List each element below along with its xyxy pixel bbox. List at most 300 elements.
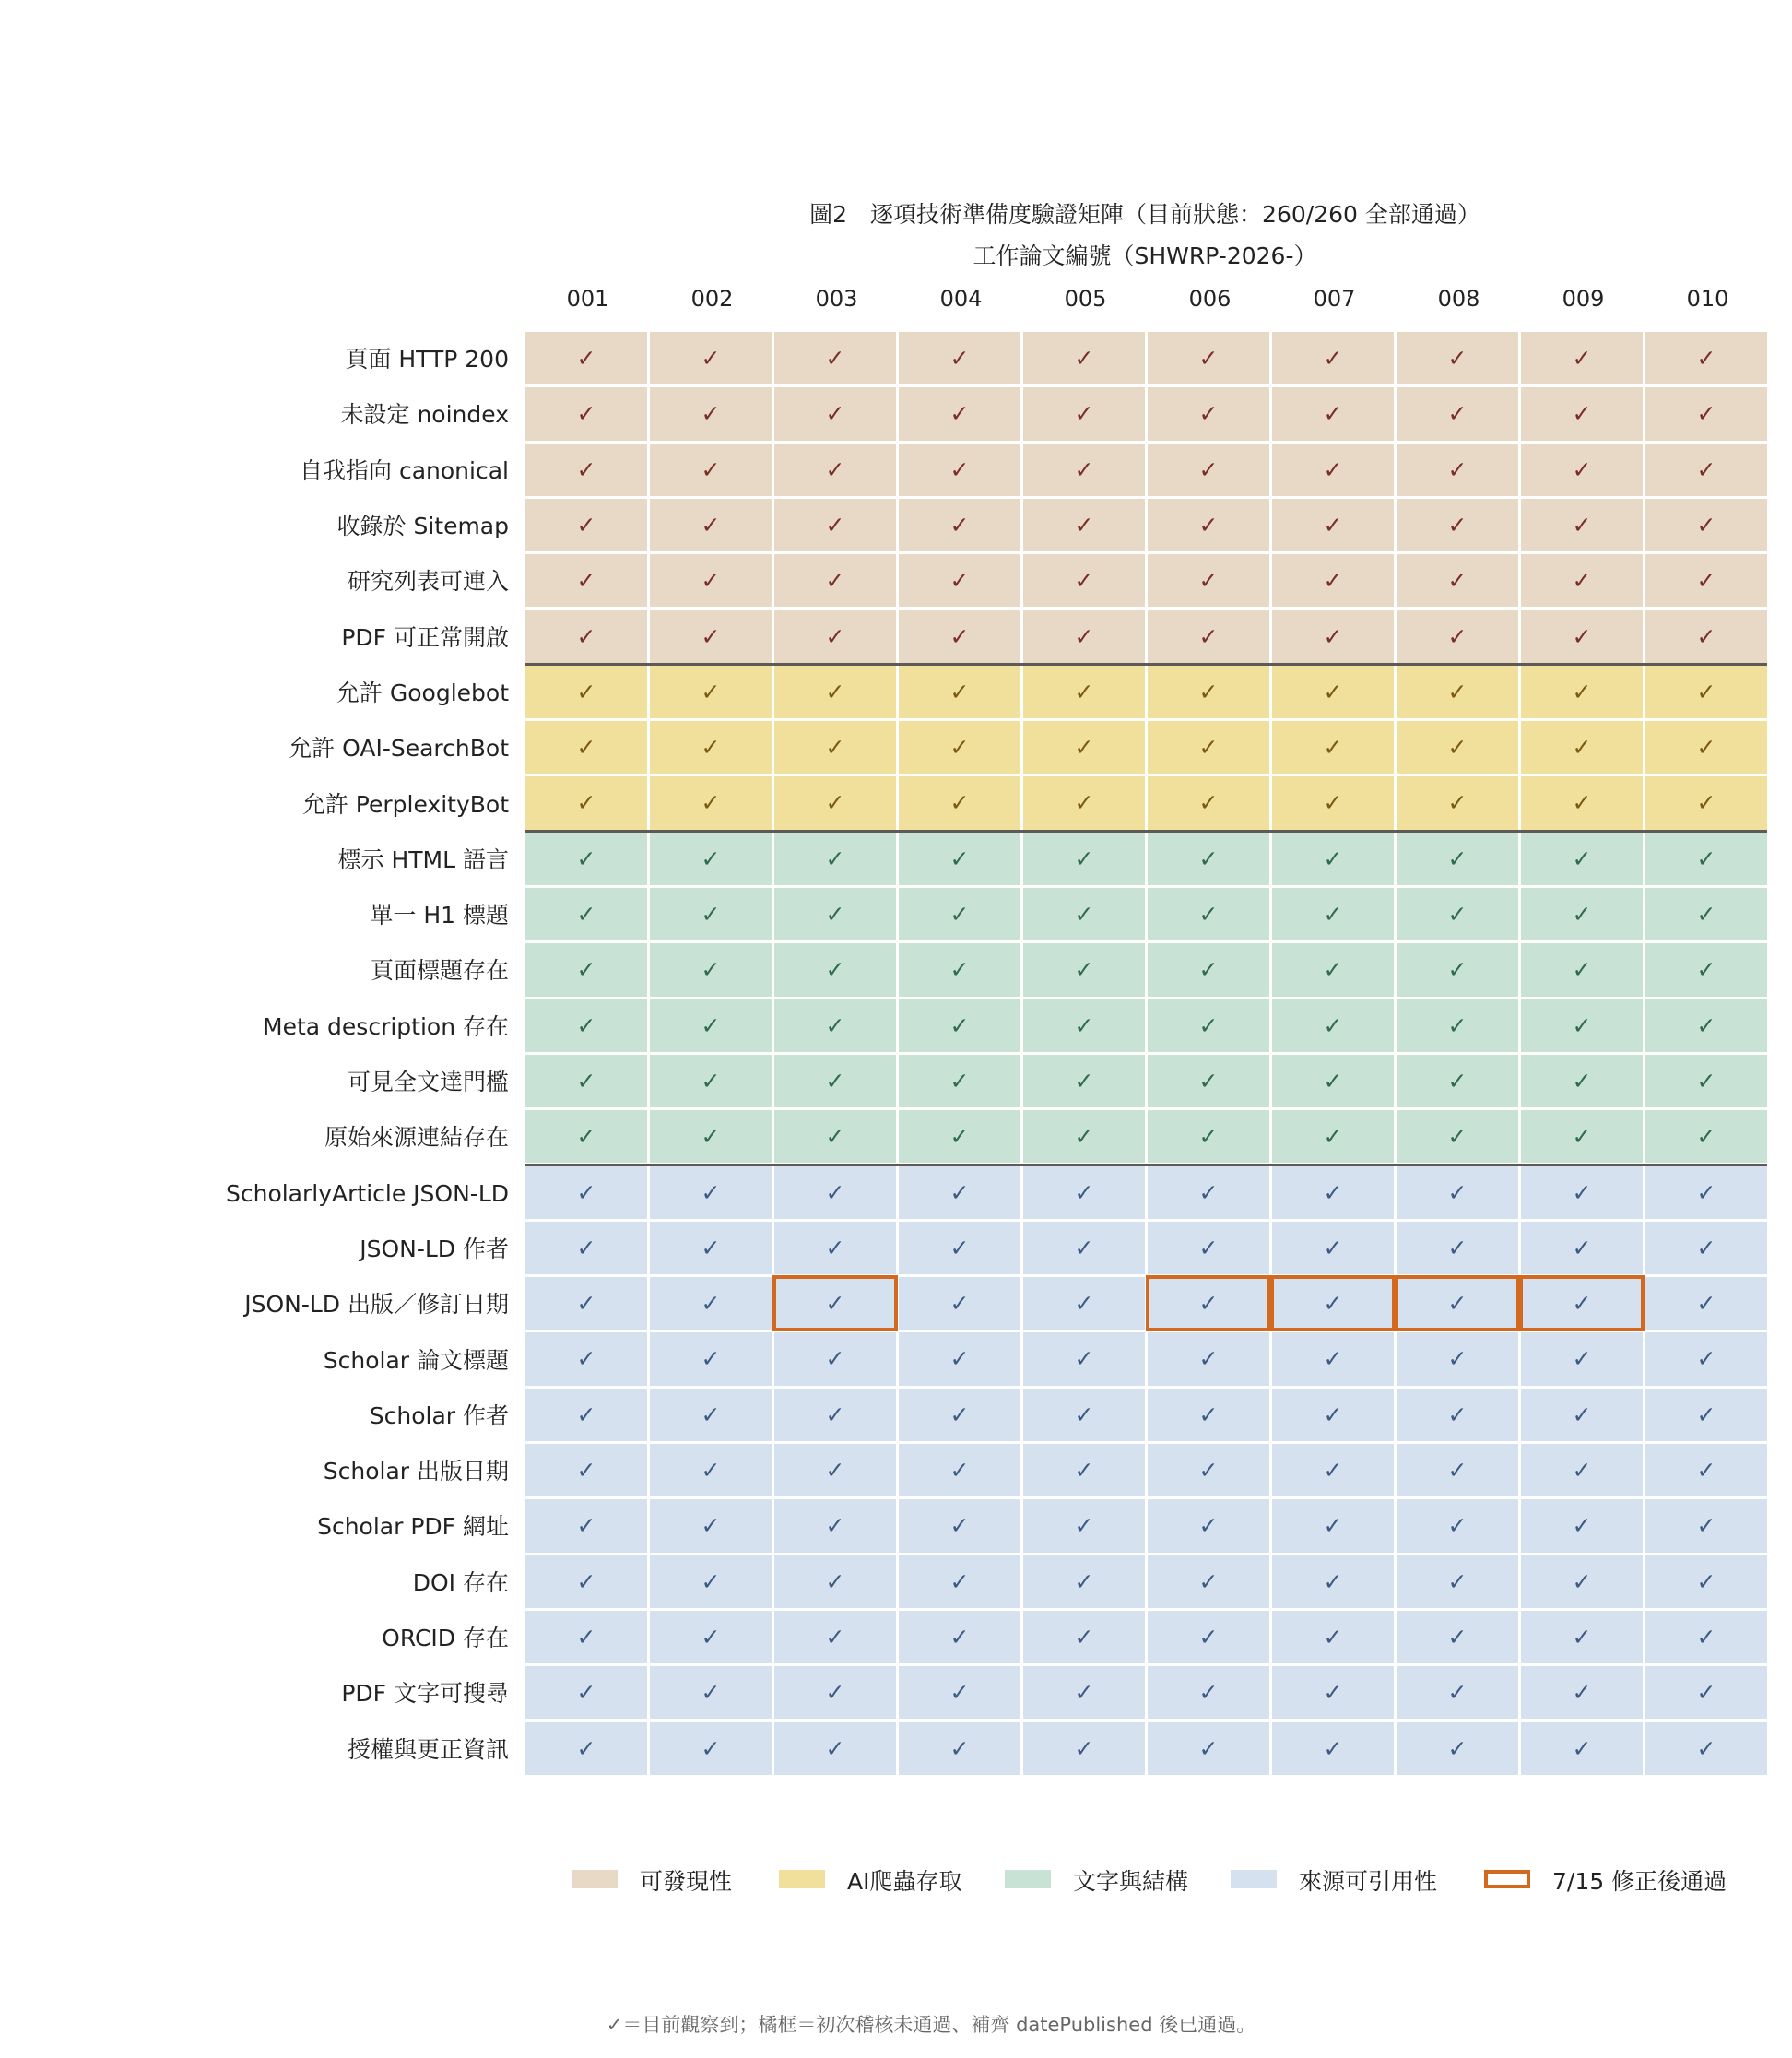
check-mark: ✓	[576, 1178, 596, 1206]
column-header: 004	[939, 286, 983, 312]
check-mark: ✓	[1447, 1567, 1468, 1595]
check-mark: ✓	[1323, 622, 1343, 650]
check-mark: ✓	[1447, 1123, 1468, 1151]
check-mark: ✓	[1198, 1234, 1219, 1261]
check-mark: ✓	[949, 1011, 970, 1039]
check-mark: ✓	[949, 1290, 970, 1318]
check-mark: ✓	[825, 1623, 845, 1650]
check-mark: ✓	[1572, 789, 1592, 817]
check-mark: ✓	[825, 511, 845, 538]
check-mark: ✓	[1447, 622, 1468, 650]
check-mark: ✓	[701, 1623, 721, 1650]
row-label: 頁面 HTTP 200	[345, 346, 509, 373]
check-mark: ✓	[825, 1234, 845, 1261]
check-mark: ✓	[576, 1123, 596, 1151]
check-mark: ✓	[1572, 678, 1592, 705]
check-mark: ✓	[701, 511, 721, 538]
check-mark: ✓	[1198, 678, 1219, 705]
check-mark: ✓	[825, 1734, 845, 1762]
check-mark: ✓	[1447, 1734, 1468, 1762]
highlight-box	[1519, 1275, 1645, 1331]
check-mark: ✓	[1696, 901, 1716, 928]
row-label: JSON-LD 作者	[360, 1235, 509, 1262]
check-mark: ✓	[1447, 1234, 1468, 1261]
check-mark: ✓	[1572, 1401, 1592, 1428]
legend-swatch	[572, 1870, 618, 1888]
check-mark: ✓	[701, 1290, 721, 1318]
check-mark: ✓	[1447, 1679, 1468, 1707]
column-header: 001	[566, 286, 609, 312]
row-label: 允許 Googlebot	[336, 679, 509, 706]
check-mark: ✓	[1447, 1067, 1468, 1094]
check-mark: ✓	[576, 622, 596, 650]
check-mark: ✓	[1696, 345, 1716, 372]
legend-label: 7/15 修正後通過	[1552, 1868, 1727, 1895]
check-mark: ✓	[1198, 1178, 1219, 1206]
row-label: 未設定 noindex	[340, 401, 509, 429]
check-mark: ✓	[1447, 678, 1468, 705]
check-mark: ✓	[701, 678, 721, 705]
check-mark: ✓	[1323, 511, 1343, 538]
check-mark: ✓	[1696, 734, 1716, 762]
check-mark: ✓	[949, 1234, 970, 1261]
check-mark: ✓	[1198, 901, 1219, 928]
check-mark: ✓	[1323, 734, 1343, 762]
check-mark: ✓	[1198, 1623, 1219, 1650]
row-label: PDF 文字可搜尋	[341, 1680, 509, 1708]
check-mark: ✓	[1696, 1679, 1716, 1707]
row-label: 頁面標題存在	[370, 957, 509, 985]
row-label: ORCID 存在	[382, 1625, 509, 1652]
check-mark: ✓	[1198, 1123, 1219, 1151]
check-mark: ✓	[576, 1512, 596, 1540]
check-mark: ✓	[1323, 1623, 1343, 1650]
check-mark: ✓	[1074, 956, 1094, 984]
check-mark: ✓	[1696, 1623, 1716, 1650]
check-mark: ✓	[1323, 956, 1343, 984]
check-mark: ✓	[701, 1401, 721, 1428]
legend-label: 文字與結構	[1073, 1868, 1189, 1895]
check-mark: ✓	[576, 345, 596, 372]
check-mark: ✓	[1447, 845, 1468, 872]
check-mark: ✓	[1447, 1457, 1468, 1484]
check-mark: ✓	[1447, 734, 1468, 762]
row-label: Scholar 出版日期	[323, 1458, 509, 1485]
check-mark: ✓	[949, 1679, 970, 1707]
check-mark: ✓	[1074, 678, 1094, 705]
check-mark: ✓	[825, 734, 845, 762]
check-mark: ✓	[949, 845, 970, 872]
check-mark: ✓	[825, 845, 845, 872]
check-mark: ✓	[825, 789, 845, 817]
group-separator	[525, 663, 1767, 666]
check-mark: ✓	[1323, 789, 1343, 817]
check-mark: ✓	[1323, 1234, 1343, 1261]
check-mark: ✓	[1572, 1567, 1592, 1595]
check-mark: ✓	[1074, 1734, 1094, 1762]
check-mark: ✓	[1323, 400, 1343, 428]
row-label: DOI 存在	[412, 1568, 509, 1596]
check-mark: ✓	[701, 1734, 721, 1762]
check-mark: ✓	[576, 1011, 596, 1039]
highlight-box	[1395, 1275, 1520, 1331]
check-mark: ✓	[701, 1178, 721, 1206]
check-mark: ✓	[1572, 1345, 1592, 1373]
check-mark: ✓	[701, 400, 721, 428]
footnote: ✓＝目前觀察到；橘框＝初次稽核未通過、補齊 datePublished 後已通過。	[606, 2014, 1256, 2036]
check-mark: ✓	[576, 511, 596, 538]
row-label: Scholar 作者	[369, 1402, 509, 1429]
chart-title: 圖2 逐項技術準備度驗證矩陣（目前狀態：260/260 全部通過）	[809, 201, 1480, 228]
check-mark: ✓	[1323, 1011, 1343, 1039]
check-mark: ✓	[1572, 956, 1592, 984]
check-mark: ✓	[949, 345, 970, 372]
check-mark: ✓	[701, 1512, 721, 1540]
row-label: 收錄於 Sitemap	[336, 513, 509, 540]
check-mark: ✓	[1696, 789, 1716, 817]
check-mark: ✓	[1323, 1067, 1343, 1094]
check-mark: ✓	[949, 1123, 970, 1151]
check-mark: ✓	[1323, 345, 1343, 372]
highlight-box	[772, 1275, 898, 1331]
row-label: 可見全文達門檻	[347, 1069, 509, 1096]
check-mark: ✓	[1447, 789, 1468, 817]
check-mark: ✓	[1696, 567, 1716, 595]
check-mark: ✓	[576, 789, 596, 817]
check-mark: ✓	[576, 1290, 596, 1318]
check-mark: ✓	[949, 1623, 970, 1650]
check-mark: ✓	[1198, 455, 1219, 483]
column-header: 010	[1686, 286, 1729, 312]
check-mark: ✓	[576, 1234, 596, 1261]
check-mark: ✓	[1323, 1401, 1343, 1428]
check-mark: ✓	[1572, 1067, 1592, 1094]
check-mark: ✓	[825, 1123, 845, 1151]
row-label: PDF 可正常開啟	[341, 623, 509, 651]
check-mark: ✓	[1074, 1345, 1094, 1373]
check-mark: ✓	[576, 1734, 596, 1762]
check-mark: ✓	[1198, 400, 1219, 428]
check-mark: ✓	[576, 1067, 596, 1094]
check-mark: ✓	[1198, 511, 1219, 538]
check-mark: ✓	[949, 1457, 970, 1484]
check-mark: ✓	[701, 734, 721, 762]
group-separator	[525, 830, 1767, 833]
check-mark: ✓	[1323, 1512, 1343, 1540]
check-mark: ✓	[1696, 1011, 1716, 1039]
check-mark: ✓	[1696, 1512, 1716, 1540]
check-mark: ✓	[1198, 1401, 1219, 1428]
check-mark: ✓	[1696, 956, 1716, 984]
check-mark: ✓	[949, 1512, 970, 1540]
check-mark: ✓	[1074, 1679, 1094, 1707]
check-mark: ✓	[1323, 1457, 1343, 1484]
check-mark: ✓	[1447, 455, 1468, 483]
check-mark: ✓	[1572, 455, 1592, 483]
check-mark: ✓	[949, 1067, 970, 1094]
check-mark: ✓	[1696, 622, 1716, 650]
check-mark: ✓	[1447, 1623, 1468, 1650]
check-mark: ✓	[1696, 1067, 1716, 1094]
row-label: 允許 PerplexityBot	[301, 790, 509, 818]
check-mark: ✓	[701, 1067, 721, 1094]
row-label: Meta description 存在	[263, 1012, 509, 1040]
check-mark: ✓	[1198, 345, 1219, 372]
check-mark: ✓	[1572, 511, 1592, 538]
check-mark: ✓	[1323, 1345, 1343, 1373]
column-header: 007	[1313, 286, 1356, 312]
check-mark: ✓	[949, 567, 970, 595]
check-mark: ✓	[1696, 1290, 1716, 1318]
check-mark: ✓	[576, 734, 596, 762]
check-mark: ✓	[1572, 622, 1592, 650]
row-label: 自我指向 canonical	[300, 456, 509, 484]
check-mark: ✓	[1198, 845, 1219, 872]
check-mark: ✓	[1323, 1123, 1343, 1151]
check-mark: ✓	[576, 567, 596, 595]
check-mark: ✓	[1198, 1345, 1219, 1373]
check-mark: ✓	[949, 789, 970, 817]
check-mark: ✓	[1323, 901, 1343, 928]
column-header: 008	[1437, 286, 1480, 312]
check-mark: ✓	[1696, 1345, 1716, 1373]
check-mark: ✓	[1572, 567, 1592, 595]
check-mark: ✓	[1074, 567, 1094, 595]
check-mark: ✓	[949, 511, 970, 538]
check-mark: ✓	[1198, 956, 1219, 984]
row-label: Scholar PDF 網址	[317, 1513, 509, 1541]
check-mark: ✓	[1074, 1457, 1094, 1484]
check-mark: ✓	[1696, 455, 1716, 483]
check-mark: ✓	[825, 1345, 845, 1373]
check-mark: ✓	[949, 901, 970, 928]
check-mark: ✓	[1447, 1011, 1468, 1039]
check-mark: ✓	[949, 400, 970, 428]
check-mark: ✓	[825, 1178, 845, 1206]
check-mark: ✓	[576, 1401, 596, 1428]
check-mark: ✓	[1198, 789, 1219, 817]
check-mark: ✓	[1572, 1734, 1592, 1762]
check-mark: ✓	[1572, 1123, 1592, 1151]
check-mark: ✓	[1074, 1290, 1094, 1318]
legend-label: AI爬蟲存取	[847, 1868, 962, 1895]
check-mark: ✓	[701, 622, 721, 650]
check-mark: ✓	[949, 956, 970, 984]
check-mark: ✓	[1696, 1457, 1716, 1484]
check-mark: ✓	[1074, 1178, 1094, 1206]
check-mark: ✓	[1074, 1067, 1094, 1094]
row-label: 研究列表可連入	[347, 568, 509, 596]
column-header: 006	[1188, 286, 1232, 312]
check-mark: ✓	[701, 1457, 721, 1484]
check-mark: ✓	[825, 1679, 845, 1707]
check-mark: ✓	[949, 1178, 970, 1206]
check-mark: ✓	[1074, 1123, 1094, 1151]
check-mark: ✓	[701, 1567, 721, 1595]
check-mark: ✓	[1074, 1623, 1094, 1650]
check-mark: ✓	[1074, 734, 1094, 762]
legend-swatch	[1005, 1870, 1051, 1888]
row-label: ScholarlyArticle JSON-LD	[225, 1179, 509, 1207]
check-mark: ✓	[701, 789, 721, 817]
check-mark: ✓	[1572, 1623, 1592, 1650]
check-mark: ✓	[701, 956, 721, 984]
check-mark: ✓	[825, 1401, 845, 1428]
row-label: Scholar 論文標題	[323, 1346, 509, 1374]
check-mark: ✓	[576, 455, 596, 483]
column-header: 003	[815, 286, 858, 312]
check-mark: ✓	[576, 400, 596, 428]
check-mark: ✓	[576, 678, 596, 705]
check-mark: ✓	[576, 1679, 596, 1707]
check-mark: ✓	[825, 1067, 845, 1094]
check-mark: ✓	[701, 345, 721, 372]
check-mark: ✓	[1198, 1567, 1219, 1595]
check-mark: ✓	[1074, 1512, 1094, 1540]
check-mark: ✓	[949, 622, 970, 650]
check-mark: ✓	[825, 1011, 845, 1039]
check-mark: ✓	[1696, 1178, 1716, 1206]
check-mark: ✓	[1447, 1345, 1468, 1373]
check-mark: ✓	[1572, 1234, 1592, 1261]
check-mark: ✓	[701, 455, 721, 483]
check-mark: ✓	[1323, 567, 1343, 595]
check-mark: ✓	[1572, 901, 1592, 928]
check-mark: ✓	[1696, 511, 1716, 538]
check-mark: ✓	[1074, 511, 1094, 538]
check-mark: ✓	[1198, 734, 1219, 762]
check-mark: ✓	[949, 1401, 970, 1428]
legend-swatch	[1484, 1870, 1530, 1888]
check-mark: ✓	[1696, 1123, 1716, 1151]
check-mark: ✓	[1696, 1234, 1716, 1261]
check-mark: ✓	[1447, 1401, 1468, 1428]
check-mark: ✓	[1198, 1457, 1219, 1484]
check-mark: ✓	[949, 678, 970, 705]
check-mark: ✓	[1074, 1234, 1094, 1261]
check-mark: ✓	[1447, 1178, 1468, 1206]
group-separator	[525, 1164, 1767, 1166]
check-mark: ✓	[949, 1345, 970, 1373]
row-label: 標示 HTML 語言	[337, 846, 509, 873]
row-label: 單一 H1 標題	[370, 902, 509, 929]
check-mark: ✓	[1074, 845, 1094, 872]
legend	[572, 1861, 1770, 1898]
check-mark: ✓	[1198, 1011, 1219, 1039]
check-mark: ✓	[1572, 734, 1592, 762]
check-mark: ✓	[1572, 1011, 1592, 1039]
legend-label: 來源可引用性	[1299, 1868, 1438, 1895]
check-mark: ✓	[701, 901, 721, 928]
check-mark: ✓	[1447, 1512, 1468, 1540]
check-mark: ✓	[1198, 1512, 1219, 1540]
check-mark: ✓	[1696, 400, 1716, 428]
legend-label: 可發現性	[640, 1868, 733, 1895]
check-mark: ✓	[1074, 901, 1094, 928]
column-header: 009	[1562, 286, 1605, 312]
check-mark: ✓	[1447, 567, 1468, 595]
check-mark: ✓	[1696, 1401, 1716, 1428]
check-mark: ✓	[1447, 511, 1468, 538]
check-mark: ✓	[1323, 678, 1343, 705]
column-header: 005	[1064, 286, 1107, 312]
check-mark: ✓	[701, 567, 721, 595]
legend-swatch	[779, 1870, 825, 1888]
check-mark: ✓	[701, 1679, 721, 1707]
chart-subtitle: 工作論文編號（SHWRP-2026-）	[973, 242, 1317, 269]
check-mark: ✓	[1572, 1457, 1592, 1484]
row-label: 原始來源連結存在	[324, 1124, 509, 1152]
check-mark: ✓	[949, 1734, 970, 1762]
check-mark: ✓	[825, 400, 845, 428]
check-mark: ✓	[1323, 1567, 1343, 1595]
check-mark: ✓	[825, 1512, 845, 1540]
check-mark: ✓	[1572, 1178, 1592, 1206]
check-mark: ✓	[1323, 845, 1343, 872]
check-mark: ✓	[1447, 901, 1468, 928]
check-mark: ✓	[1572, 1679, 1592, 1707]
check-mark: ✓	[1198, 622, 1219, 650]
check-mark: ✓	[576, 845, 596, 872]
check-mark: ✓	[701, 845, 721, 872]
check-mark: ✓	[576, 901, 596, 928]
check-mark: ✓	[701, 1011, 721, 1039]
check-mark: ✓	[825, 956, 845, 984]
check-mark: ✓	[1696, 1567, 1716, 1595]
check-mark: ✓	[1323, 455, 1343, 483]
check-mark: ✓	[949, 734, 970, 762]
check-mark: ✓	[1323, 1679, 1343, 1707]
check-mark: ✓	[1447, 345, 1468, 372]
check-mark: ✓	[825, 1567, 845, 1595]
check-mark: ✓	[949, 1567, 970, 1595]
check-mark: ✓	[1074, 1011, 1094, 1039]
check-mark: ✓	[1074, 789, 1094, 817]
check-mark: ✓	[949, 455, 970, 483]
check-mark: ✓	[1074, 455, 1094, 483]
check-mark: ✓	[576, 1567, 596, 1595]
check-mark: ✓	[1198, 567, 1219, 595]
check-mark: ✓	[825, 901, 845, 928]
row-label: JSON-LD 出版／修訂日期	[244, 1291, 509, 1319]
check-mark: ✓	[1074, 345, 1094, 372]
check-mark: ✓	[1572, 845, 1592, 872]
check-mark: ✓	[825, 455, 845, 483]
check-mark: ✓	[1323, 1734, 1343, 1762]
check-mark: ✓	[1198, 1734, 1219, 1762]
check-mark: ✓	[701, 1345, 721, 1373]
check-mark: ✓	[576, 1345, 596, 1373]
check-mark: ✓	[1572, 345, 1592, 372]
check-mark: ✓	[825, 345, 845, 372]
check-mark: ✓	[825, 1457, 845, 1484]
check-mark: ✓	[1447, 1290, 1468, 1318]
highlight-box	[1146, 1275, 1271, 1331]
check-mark: ✓	[1696, 845, 1716, 872]
check-mark: ✓	[1198, 1679, 1219, 1707]
row-label: 授權與更正資訊	[347, 1735, 509, 1763]
check-mark: ✓	[1323, 1178, 1343, 1206]
check-mark: ✓	[1572, 1290, 1592, 1318]
check-mark: ✓	[825, 567, 845, 595]
check-mark: ✓	[1572, 400, 1592, 428]
check-mark: ✓	[1074, 1567, 1094, 1595]
highlight-box	[1270, 1275, 1396, 1331]
check-mark: ✓	[1198, 1067, 1219, 1094]
check-mark: ✓	[1074, 400, 1094, 428]
check-mark: ✓	[1572, 1512, 1592, 1540]
check-mark: ✓	[1447, 956, 1468, 984]
